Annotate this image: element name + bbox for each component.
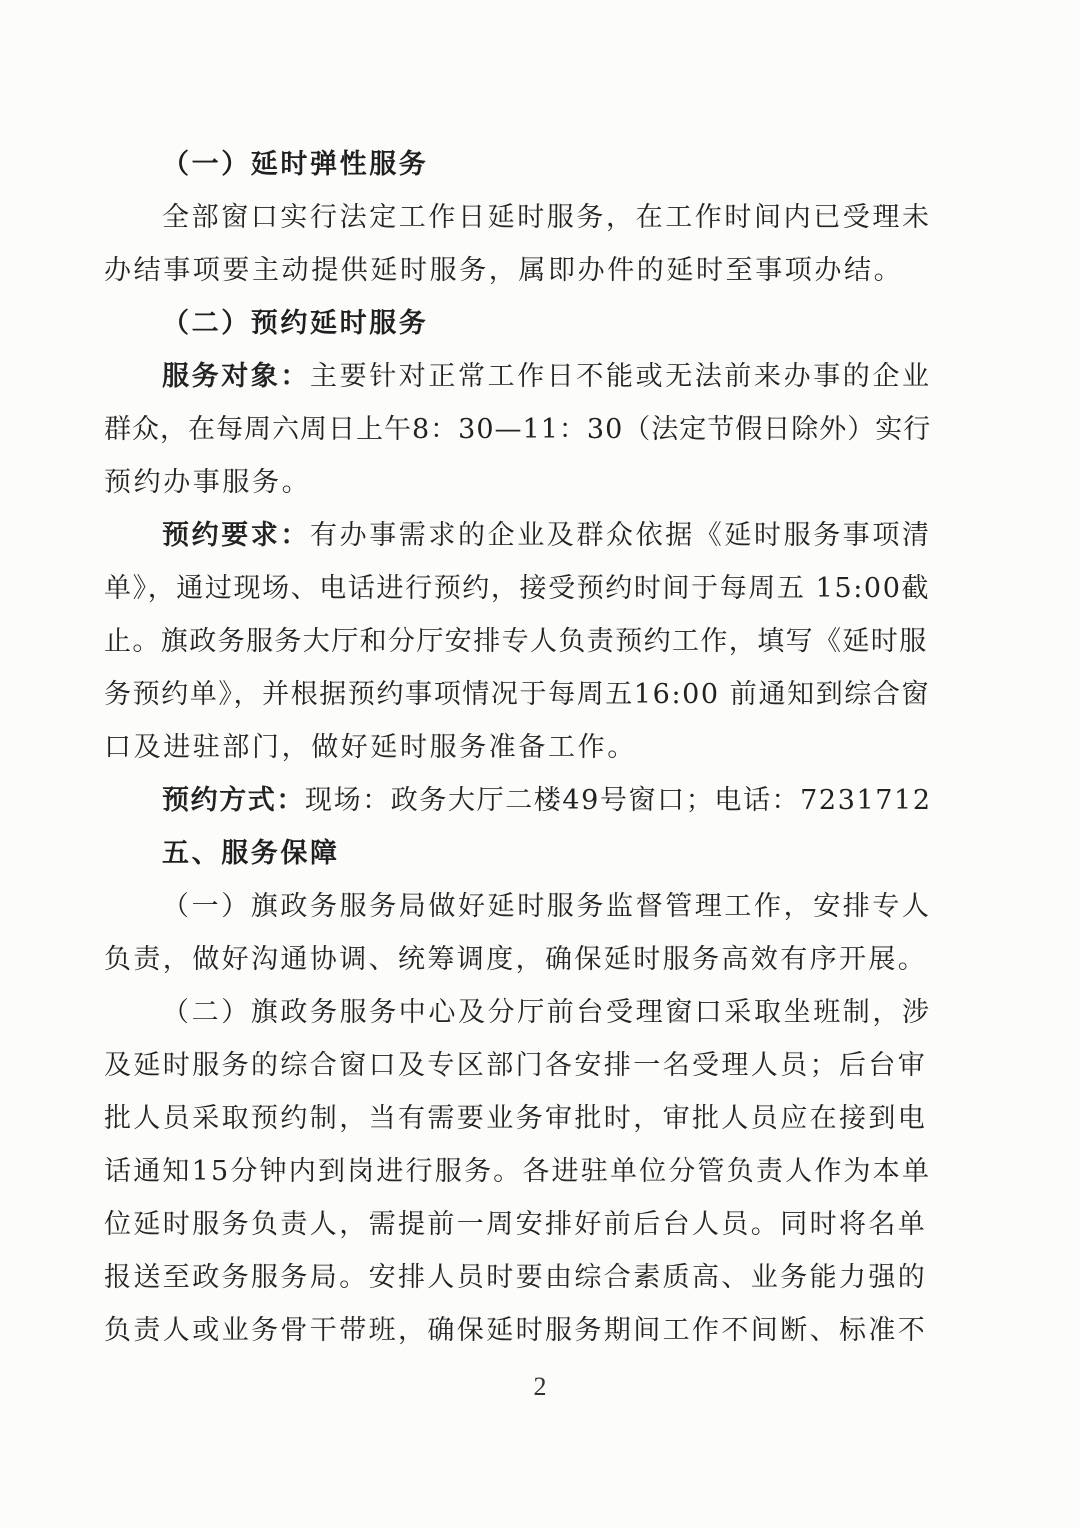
- paragraph-line-service-target: [104, 350, 932, 403]
- paragraph-line: 止。旗政务服务大厅和分厅安排专人负责预约工作，填写《延时服: [104, 626, 928, 657]
- paragraph-line: （一）旗政务服务局做好延时服务监督管理工作，安排专人: [162, 891, 932, 922]
- paragraph-line-appointment-method: [104, 774, 932, 827]
- paragraph-line-appointment-requirement: [104, 509, 932, 562]
- heading-flexible-service: （一）延时弹性服务: [162, 149, 429, 180]
- paragraph-line: 报送至政务服务局。安排人员时要由综合素质高、业务能力强的: [104, 1262, 928, 1293]
- heading-appointment-service: （二）预约延时服务: [162, 308, 429, 339]
- paragraph-line: 群众，在每周六周日上午8：30—11：30（法定节假日除外）实行: [104, 414, 932, 445]
- label-appointment-requirement: 预约要求：: [162, 520, 310, 551]
- paragraph-line: 位延时服务负责人，需提前一周安排好前后台人员。同时将名单: [104, 1209, 928, 1240]
- paragraph-line: 办结事项要主动提供延时服务，属即办件的延时至事项办结。: [104, 255, 904, 286]
- paragraph-line: （二）旗政务服务中心及分厅前台受理窗口采取坐班制，涉: [162, 997, 932, 1028]
- label-appointment-method: 预约方式：: [162, 785, 305, 816]
- appointment-requirement-text: 有办事需求的企业及群众依据《延时服务事项清: [310, 520, 932, 551]
- paragraph-line: 负责，做好沟通协调、统筹调度，确保延时服务高效有序开展。: [104, 944, 928, 975]
- label-service-target: 服务对象：: [162, 361, 310, 392]
- document-body: [104, 138, 932, 1357]
- paragraph-line: 单》，通过现场、电话进行预约，接受预约时间于每周五 15:00截: [104, 573, 931, 604]
- service-target-text: 主要针对正常工作日不能或无法前来办事的企业: [310, 361, 932, 392]
- paragraph-line: 务预约单》，并根据预约事项情况于每周五16:00 前通知到综合窗: [104, 679, 931, 710]
- paragraph-line: 话通知15分钟内到岗进行服务。各进驻单位分管负责人作为本单: [104, 1156, 932, 1187]
- section-heading-service-guarantee: 五、服务保障: [162, 838, 340, 869]
- paragraph-line: 预约办事服务。: [104, 467, 312, 498]
- paragraph-line: 口及进驻部门，做好延时服务准备工作。: [104, 732, 637, 763]
- paragraph-line: 及延时服务的综合窗口及专区部门各安排一名受理人员；后台审: [104, 1050, 928, 1081]
- paragraph-line: 全部窗口实行法定工作日延时服务，在工作时间内已受理未: [162, 202, 932, 233]
- paragraph-line: 批人员采取预约制，当有需要业务审批时，审批人员应在接到电: [104, 1103, 928, 1134]
- page-number: 2: [533, 1372, 547, 1401]
- paragraph-line: 负责人或业务骨干带班，确保延时服务期间工作不间断、标准不: [104, 1315, 928, 1346]
- appointment-method-text: 现场：政务大厅二楼49号窗口；电话：7231712: [305, 785, 932, 816]
